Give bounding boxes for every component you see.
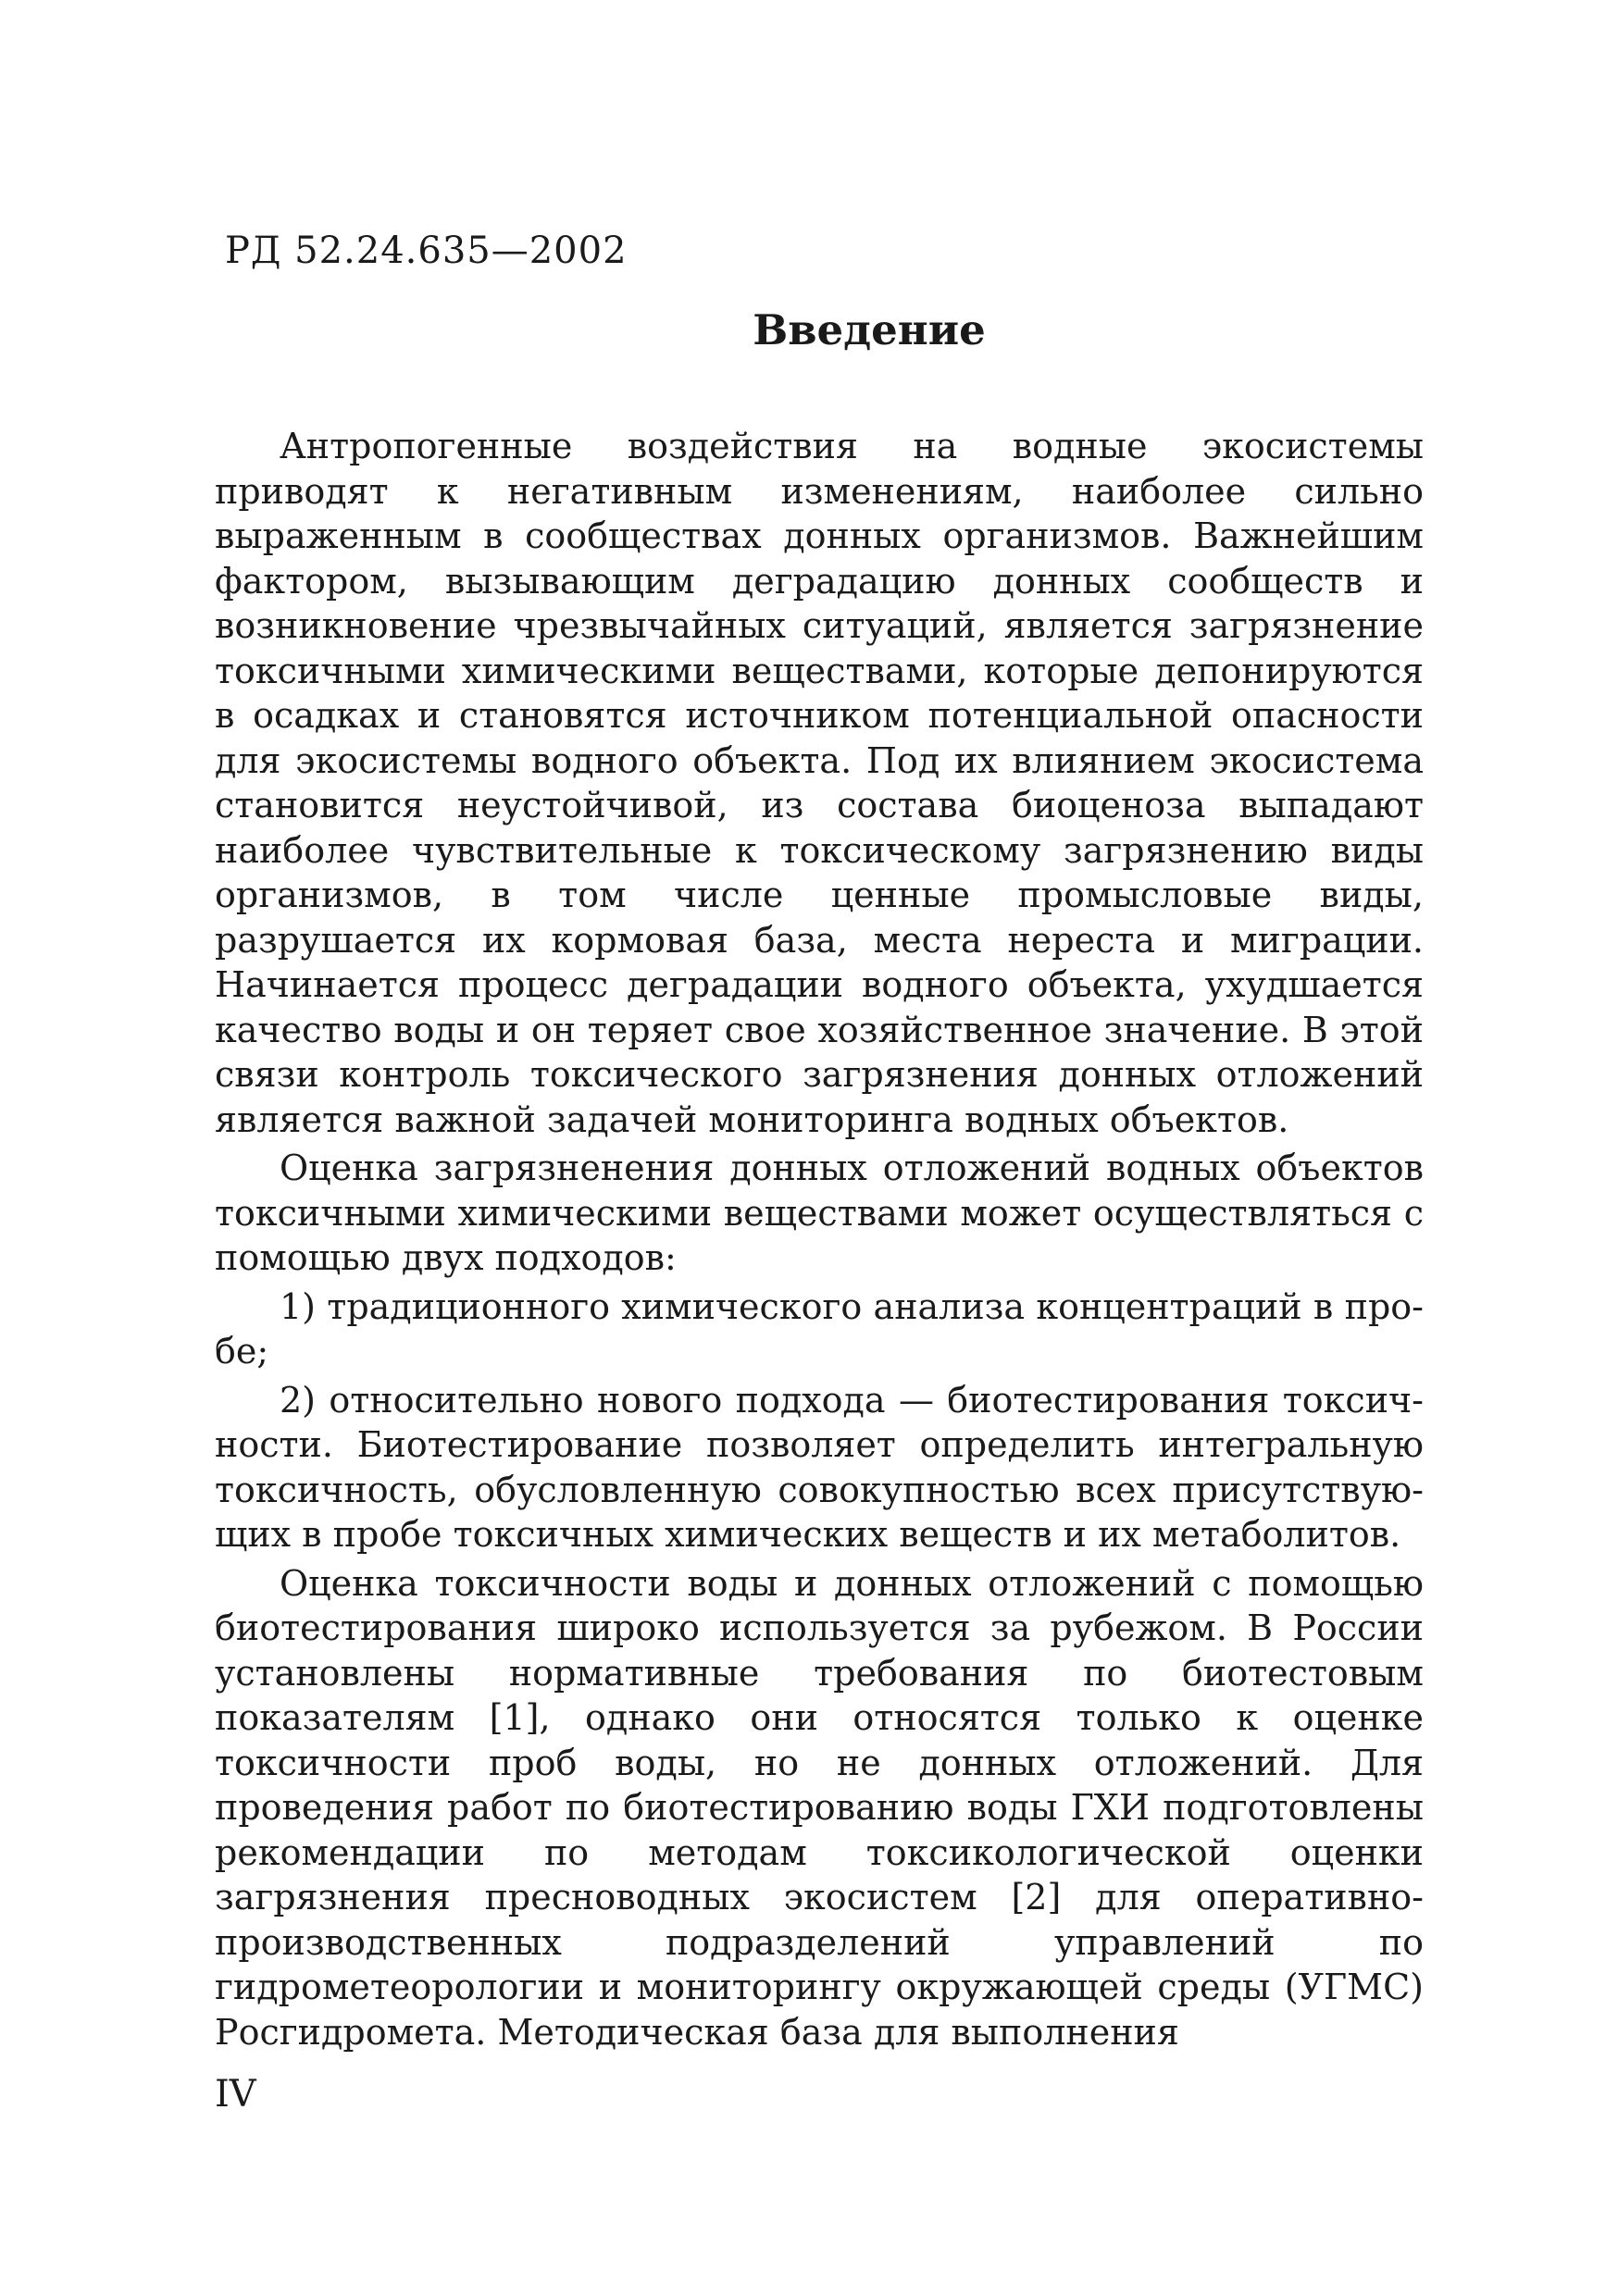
page-number: IV: [215, 2073, 256, 2116]
section-title: Введение: [753, 305, 986, 354]
paragraph-3: Оценка токсичности воды и донных отложений с помощью биотестирования широко используется за рубежом. В России установлены нормативные требования по биотестовым показателям [1], однако они относятся только к оценке токсичности проб воды, но не донных отложений. Для проведения работ по биотестированию воды ГХИ подготовлены рекомендации по методам токсикологической оценки загрязнения пресноводных экосистем [2] для оперативно-производственных подразделений управлений по гидрометеорологии и мониторингу окружающей среды (УГМС) Росгидромета. Методическая база для выполнения: [215, 1562, 1424, 2053]
list-item-1: 1) традиционного химического анализа концентраций в пробе;: [215, 1285, 1424, 1371]
paragraph-1: Антропогенные воздействия на водные экосистемы приводят к негативным изменениям, наиболее сильно выраженным в сообществах донных организмов. Важнейшим фактором, вызывающим деградацию донных сообществ и возникновение чрезвычайных ситуаций, является загрязнение токсичными химическими веществами, которые депонируются в осадках и становятся источником потенциальной опасности для экосистемы водного объекта. Под их влиянием экосистема становится неустойчивой, из состава биоценоза выпадают наиболее чувствительные к токсическому загрязнению виды организмов, в том числе ценные промысловые виды, разрушается их кормовая база, места нереста и миграции. Начинается процесс деградации водного объекта, ухудшается качество воды и он теряет свое хозяйственное значение. В этой связи контроль токсического загрязнения донных отложений является важной задачей мониторинга водных объектов.: [215, 426, 1424, 1140]
body-text: [215, 424, 1424, 2058]
paragraph-2: Оценка загрязненения донных отложений водных объектов токсичными химическими веществами может осуществляться с помощью двух подходов:: [215, 1148, 1424, 1278]
document-header: РД 52.24.635—2002: [225, 230, 628, 272]
list-item-2: 2) относительно нового подхода — биотестирования токсичности. Биотестирование позволяет определить интегральную токсичность, обусловленную совокупностью всех присутствующих в пробе токсичных химических веществ и их метаболитов.: [215, 1379, 1424, 1555]
